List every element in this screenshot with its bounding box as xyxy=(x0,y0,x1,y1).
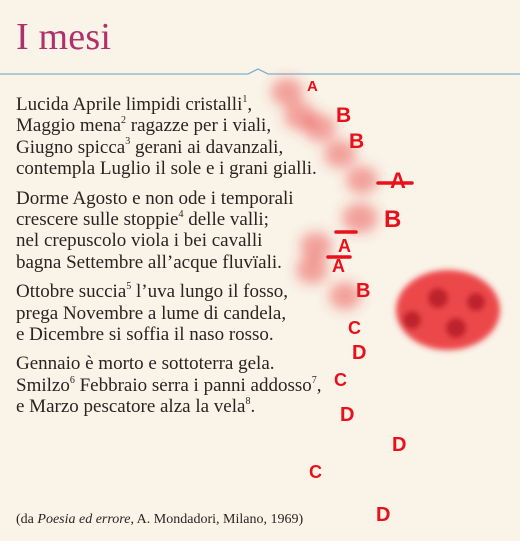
poem-line xyxy=(16,303,406,324)
footnote-marker: 3 xyxy=(125,136,131,148)
source-citation xyxy=(16,512,303,528)
stanza-2 xyxy=(16,188,406,274)
rhyme-letter: A xyxy=(332,256,345,276)
poem-line xyxy=(16,115,406,136)
poem-line xyxy=(16,375,406,396)
poem-line xyxy=(16,209,406,230)
line-text: Gennaio è morto e sottoterra gela. xyxy=(16,353,275,375)
poem-line xyxy=(16,396,406,417)
rhyme-letter: C xyxy=(309,462,322,482)
poem-line xyxy=(16,158,406,179)
poem-line xyxy=(16,137,406,158)
line-text: Smilzo xyxy=(16,374,70,396)
rhyme-letter: B xyxy=(349,130,365,153)
stanza-1 xyxy=(16,94,406,180)
rhyme-letter: A xyxy=(390,168,406,193)
rhyme-letter: C xyxy=(348,318,361,338)
red-ink-blot xyxy=(396,270,500,350)
poem-line xyxy=(16,324,406,345)
title-divider xyxy=(0,68,520,78)
footnote-marker: 5 xyxy=(126,280,132,292)
stanza-4 xyxy=(16,353,406,417)
rhyme-letter: D xyxy=(392,434,407,456)
line-tail: , xyxy=(247,94,253,115)
rhyme-letter: A xyxy=(338,236,351,256)
poem-line xyxy=(16,281,406,302)
line-text: e Dicembre si soffia il naso rosso. xyxy=(16,324,274,346)
footnote-marker: 7 xyxy=(311,374,317,386)
rhyme-letter: B xyxy=(384,206,402,233)
line-tail: gerani ai davanzali, xyxy=(130,136,284,158)
footnote-marker: 1 xyxy=(242,93,248,105)
line-text: crescere sulle stoppie xyxy=(16,209,179,231)
stanza-3 xyxy=(16,281,406,345)
rhyme-letter: B xyxy=(356,280,371,302)
poem-body xyxy=(16,94,406,426)
poem-line xyxy=(16,94,406,115)
footnote-marker: 2 xyxy=(121,115,127,127)
line-text: Ottobre succia xyxy=(16,281,127,303)
line-tail: ragazze per i viali, xyxy=(126,115,272,137)
rhyme-letter: B xyxy=(336,104,352,127)
poem-line xyxy=(16,230,406,251)
line-text: contempla Luglio il sole e i grani gialli. xyxy=(16,158,317,180)
footnote-marker: 8 xyxy=(245,395,251,407)
rhyme-letter: D xyxy=(352,342,367,364)
rhyme-letter: C xyxy=(334,370,347,390)
footnote-marker: 4 xyxy=(178,208,184,220)
line-tail: , xyxy=(316,374,322,396)
line-tail: . xyxy=(250,396,256,418)
line-tail: l’uva lungo il fosso, xyxy=(131,281,289,303)
rhyme-letter: D xyxy=(340,404,355,426)
line-text: Lucida Aprile limpidi cristalli xyxy=(16,94,243,115)
line-tail: delle valli; xyxy=(183,209,269,231)
rhyme-letter: D xyxy=(376,504,391,526)
poem-line xyxy=(16,353,406,374)
line-text-extra: Febbraio serra i panni addosso xyxy=(74,374,312,396)
rhyme-letter: A xyxy=(307,78,318,95)
line-text: Dorme Agosto e non ode i temporali xyxy=(16,187,294,209)
citation-work-title: Poesia ed errore xyxy=(37,512,131,527)
footnote-marker: 6 xyxy=(69,374,75,386)
line-text: nel crepuscolo viola i bei cavalli xyxy=(16,230,263,252)
line-text: Maggio mena xyxy=(16,115,122,137)
line-text: prega Novembre a lume di candela, xyxy=(16,302,287,324)
line-text: Giugno spicca xyxy=(16,136,126,158)
line-text: e Marzo pescatore alza la vela xyxy=(16,396,246,418)
citation-open: (da xyxy=(16,512,38,527)
poem-line xyxy=(16,252,406,273)
poem-line xyxy=(16,188,406,209)
citation-publisher: , A. Mondadori, Milano, 1969) xyxy=(130,512,304,527)
line-text: bagna Settembre all’acque fluvïali. xyxy=(16,251,282,273)
page-title: I mesi xyxy=(16,16,112,58)
